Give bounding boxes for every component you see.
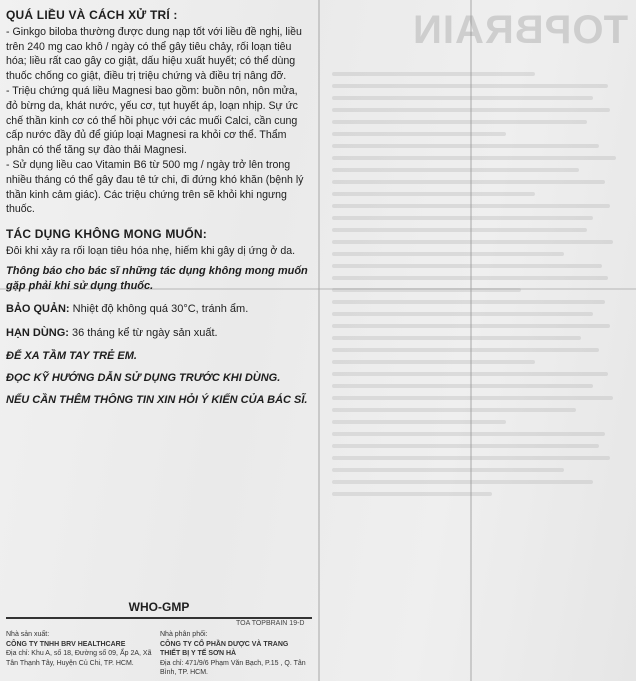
warning-consult-doctor: NẾU CẦN THÊM THÔNG TIN XIN HỎI Ý KIẾN CỦA BÁC SĨ.: [6, 394, 308, 407]
storage-value: Nhiệt độ không quá 30°C, tránh ẩm.: [72, 303, 249, 316]
warning-keep-away-children: ĐỂ XA TẦM TAY TRẺ EM.: [6, 350, 137, 363]
overdose-ginkgo-paragraph: - Ginkgo biloba thường được dung nạp tốt với liều đề nghị, liều trên 240 mg cao khô / ngày có thể gây tiêu chảy, rối loạn tiêu hóa; liều rất cao gây co giật, dấu hiệu xuất huyết; có thể dùng thuốc chống co giật, điều trị triệu chứng và điều trị nâng đỡ.: [6, 26, 302, 82]
side-effects-heading: TÁC DỤNG KHÔNG MONG MUỐN:: [6, 226, 207, 241]
overdose-vitamin-b6-paragraph: - Sử dụng liều cao Vitamin B6 từ 500 mg / ngày trở lên trong nhiều tháng có thể gây đau tê tứ chi, đi đứng khó khăn (bệnh lý thần kinh cảm giác). Các triệu chứng trên sẽ khỏi khi ngưng thuốc.: [6, 159, 304, 216]
manufacturer-block: [6, 630, 156, 668]
document-code: TOA TOPBRAIN 19-D: [236, 620, 305, 627]
side-effects-notice: Thông báo cho bác sĩ những tác dụng không mong muốn gặp phải khi sử dụng thuốc.: [6, 265, 308, 293]
warning-read-instructions: ĐỌC KỸ HƯỚNG DẪN SỬ DỤNG TRƯỚC KHI DÙNG.: [6, 372, 281, 385]
leaflet-front-column: [6, 8, 312, 416]
expiry-value: 36 tháng kể từ ngày sản xuất.: [72, 327, 218, 340]
distributor-block: [160, 630, 310, 678]
footer-divider: [6, 617, 312, 619]
manufacturer-label: Nhà sản xuất:: [6, 631, 50, 638]
side-effects-text: Đôi khi xảy ra rối loạn tiêu hóa nhẹ, hiếm khi gây dị ứng ở da.: [6, 244, 296, 257]
overdose-magnesium-paragraph: - Triệu chứng quá liều Magnesi bao gồm: buồn nôn, nôn mửa, đỏ bừng da, khát nước, yếu cơ, tụt huyết áp, loạn nhịp. Sự ức chế thần kinh cơ có thể hồi phục với các muối Calci, cần cung cấp nước đầy đủ để giúp loại Magnesi ra khỏi cơ thể. Thẩm phân có thể tăng sự đào thải Magnesi.: [6, 85, 298, 156]
distributor-address: Địa chỉ: 471/9/6 Phạm Văn Bạch, P.15 , Q. Tân Bình, TP. HCM.: [160, 659, 306, 676]
distributor-name: CÔNG TY CỔ PHẦN DƯỢC VÀ TRANG THIẾT BỊ Y TẾ SƠN HÀ: [160, 640, 289, 657]
manufacturer-address: Địa chỉ: Khu A, số 18, Đường số 09, Ấp 2A, Xã Tân Thạnh Tây, Huyện Củ Chi, TP. HCM.: [6, 650, 152, 667]
expiry-label: HẠN DÙNG:: [6, 327, 69, 340]
expiry-line: [6, 326, 312, 340]
gmp-standard: WHO-GMP: [128, 600, 190, 614]
bleed-through-back-side: [318, 0, 636, 681]
bleed-through-text: [332, 64, 622, 504]
manufacturer-name: CÔNG TY TNHH BRV HEALTHCARE: [6, 640, 126, 648]
storage-line: [6, 302, 312, 316]
bleed-through-brand: TOPBRAIN: [411, 8, 628, 52]
distributor-label: Nhà phân phối:: [160, 631, 208, 638]
overdose-heading: QUÁ LIỀU VÀ CÁCH XỬ TRÍ :: [6, 8, 178, 22]
storage-label: BẢO QUẢN:: [6, 303, 70, 316]
